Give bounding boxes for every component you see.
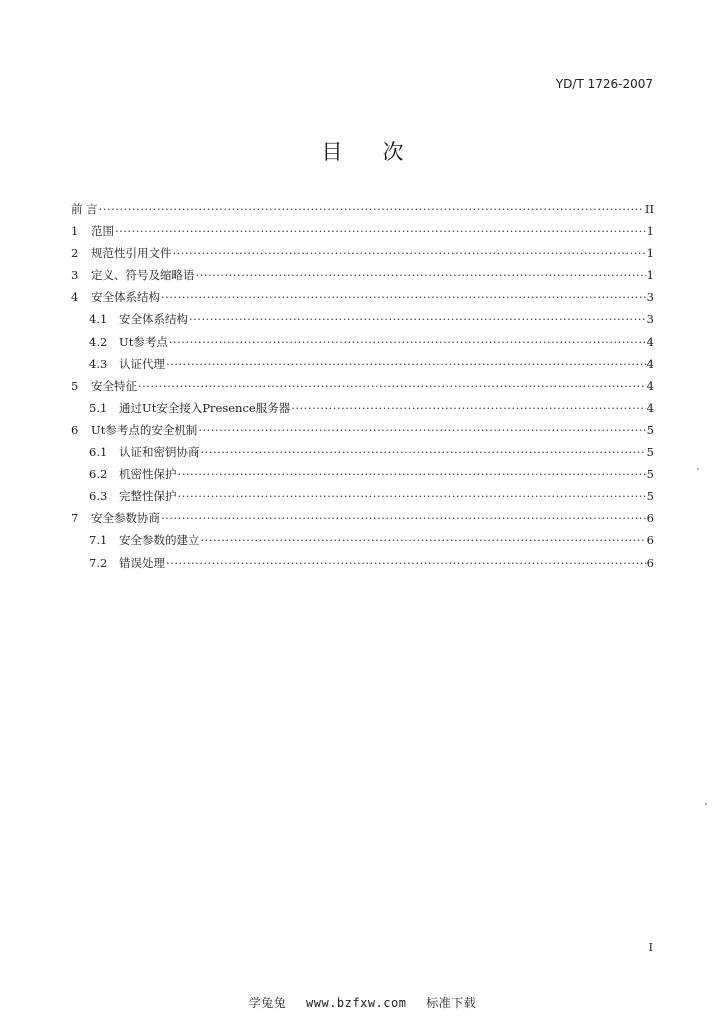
toc-entry[interactable] (71, 419, 654, 441)
toc-leader-dots (189, 308, 646, 330)
toc-entry-number: 6.2 (89, 467, 108, 482)
document-code: YD/T 1726-2007 (555, 77, 653, 91)
toc-entry-label: 安全特征 (91, 378, 137, 393)
toc-entry-number: 5.1 (89, 400, 108, 415)
toc-leader-dots (291, 397, 645, 419)
toc-entry-label: 机密性保护 (119, 467, 177, 482)
toc-entry-page: 4 (646, 400, 654, 415)
toc-entry[interactable] (71, 242, 654, 264)
toc-entry-label: 通过Ut安全接入Presence服务器 (119, 400, 291, 415)
toc-entry-page: 5 (646, 422, 654, 437)
toc-entry[interactable] (71, 264, 654, 286)
toc-entry-page: 4 (646, 378, 654, 393)
toc-entry-page: 3 (646, 290, 654, 305)
toc-leader-dots (196, 264, 646, 286)
toc-entry-page: 4 (646, 356, 654, 371)
toc-leader-dots (99, 198, 644, 220)
toc-entry-label: 安全参数的建立 (119, 533, 200, 548)
toc-entry-page: 6 (646, 533, 654, 548)
toc-entry-number: 5 (71, 378, 79, 393)
footer-tagline: 标准下载 (426, 996, 477, 1010)
toc-entry-label: 规范性引用文件 (91, 246, 172, 261)
toc-entry-number: 4 (71, 290, 79, 305)
toc-entry[interactable] (71, 441, 654, 463)
toc-entry-label: 定义、符号及缩略语 (91, 268, 195, 283)
toc-entry[interactable] (71, 552, 654, 574)
toc-entry[interactable] (71, 198, 654, 220)
toc-entry-number: 4.3 (89, 356, 108, 371)
toc-leader-dots (161, 286, 646, 308)
toc-leader-dots (115, 220, 646, 242)
toc-leader-dots (173, 242, 646, 264)
scan-speck (697, 468, 699, 470)
toc-entry[interactable] (71, 375, 654, 397)
toc-entry-page: 4 (646, 334, 654, 349)
toc-entry-label: Ut参考点的安全机制 (91, 422, 198, 437)
toc-entry-page: 5 (646, 445, 654, 460)
toc-entry-number: 2 (71, 246, 79, 261)
toc-entry[interactable] (71, 485, 654, 507)
toc-entry[interactable] (71, 331, 654, 353)
scan-speck (705, 803, 707, 805)
table-of-contents (71, 198, 654, 574)
toc-entry-number: 4.1 (89, 312, 108, 327)
page-number: I (648, 941, 653, 954)
toc-entry-number: 4.2 (89, 334, 108, 349)
toc-entry-number: 7 (71, 511, 79, 526)
toc-leader-dots (138, 375, 646, 397)
toc-entry-number: 7.2 (89, 555, 108, 570)
toc-entry[interactable] (71, 353, 654, 375)
page-title: 目次 (321, 140, 444, 164)
toc-entry[interactable] (71, 397, 654, 419)
toc-entry-label: 安全体系结构 (119, 312, 188, 327)
toc-entry[interactable] (71, 463, 654, 485)
toc-entry-number: 7.1 (89, 533, 108, 548)
toc-leader-dots (201, 529, 646, 551)
toc-entry-page: 5 (646, 467, 654, 482)
toc-entry-number: 6 (71, 422, 79, 437)
toc-entry-page: 3 (646, 312, 654, 327)
toc-leader-dots (178, 485, 646, 507)
toc-entry-number: 6.1 (89, 445, 108, 460)
footer-watermark (0, 994, 725, 1011)
toc-entry-label: 完整性保护 (119, 489, 177, 504)
toc-entry-page: 1 (646, 224, 654, 239)
toc-entry-label: 前 言 (71, 202, 98, 216)
toc-leader-dots (178, 463, 646, 485)
toc-entry-label: 安全体系结构 (91, 290, 160, 305)
toc-entry-page: 6 (646, 511, 654, 526)
toc-entry-label: Ut参考点 (119, 334, 168, 349)
toc-entry-label: 认证代理 (119, 356, 165, 371)
toc-entry[interactable] (71, 286, 654, 308)
toc-entry-label: 范围 (91, 224, 114, 239)
toc-leader-dots (198, 419, 645, 441)
toc-leader-dots (161, 507, 646, 529)
toc-leader-dots (169, 331, 646, 353)
toc-entry[interactable] (71, 507, 654, 529)
toc-leader-dots (201, 441, 646, 463)
toc-entry[interactable] (71, 308, 654, 330)
toc-entry-page: 6 (646, 555, 654, 570)
toc-entry-label: 认证和密钥协商 (119, 445, 200, 460)
footer-url[interactable]: www.bzfxw.com (306, 996, 407, 1010)
toc-leader-dots (166, 552, 646, 574)
toc-entry-label: 安全参数协商 (91, 511, 160, 526)
footer-site-name: 学兔兔 (248, 996, 287, 1010)
toc-entry-page: II (644, 202, 654, 216)
toc-entry-page: 5 (646, 489, 654, 504)
toc-entry[interactable] (71, 529, 654, 551)
toc-entry-number: 1 (71, 224, 79, 239)
toc-entry-label: 错误处理 (119, 555, 165, 570)
toc-entry-number: 3 (71, 268, 79, 283)
toc-entry-page: 1 (646, 268, 654, 283)
toc-entry-number: 6.3 (89, 489, 108, 504)
toc-entry[interactable] (71, 220, 654, 242)
toc-leader-dots (166, 353, 646, 375)
toc-entry-page: 1 (646, 246, 654, 261)
